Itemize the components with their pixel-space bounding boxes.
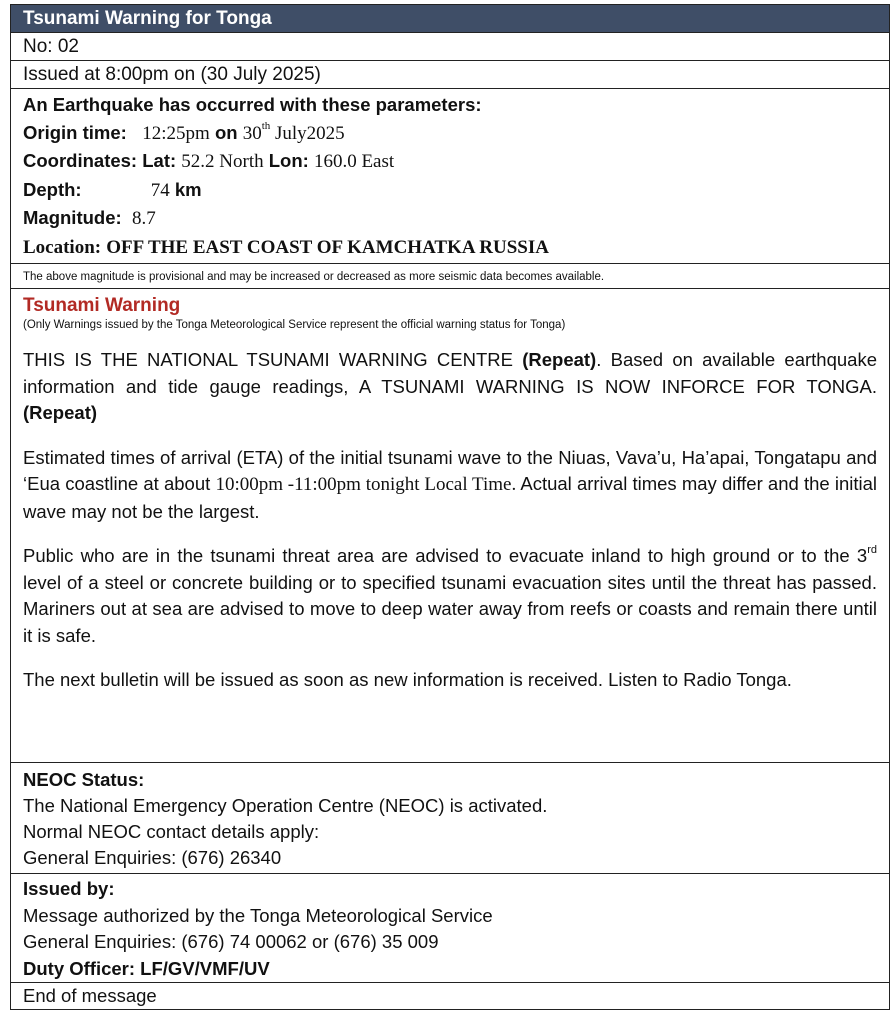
depth-value: 74 <box>150 179 170 201</box>
warning-subnote: (Only Warnings issued by the Tonga Meteorological Service represent the official warning status for Tonga) <box>23 319 566 331</box>
origin-time-value: 12:25pm <box>142 122 210 144</box>
warning-paragraph-evacuate: Public who are in the tsunami threat area are advised to evacuate inland to high ground or to the 3rd level of a steel or concrete building or to specified tsunami evacuation sites until the threat has passed. Mariners out at sea are advised to move to deep water away from reefs or coasts and remain there until it is safe. <box>23 543 877 646</box>
issued-time: Issued at 8:00pm on (30 July 2025) <box>11 61 889 89</box>
neoc-line-activated: The National Emergency Operation Centre (NEOC) is activated. <box>23 795 548 816</box>
provisional-note: The above magnitude is provisional and may be increased or decreased as more seismic data becomes available. <box>11 264 889 289</box>
end-of-message: End of message <box>23 985 157 1006</box>
bulletin-title: Tsunami Warning for Tonga <box>11 5 889 33</box>
earthquake-parameters <box>11 89 889 264</box>
neoc-line-enquiries: General Enquiries: (676) 26340 <box>23 847 282 868</box>
issued-by-enquiries: General Enquiries: (676) 74 00062 or (676) 35 009 <box>23 931 439 952</box>
coordinates-line <box>23 147 877 176</box>
location-label: Location: <box>23 236 102 258</box>
bulletin-number: No: 02 <box>11 33 889 61</box>
magnitude-line <box>23 204 877 233</box>
longitude-value: 160.0 East <box>313 151 395 172</box>
warning-paragraph-next-bulletin: The next bulletin will be issued as soon as new information is received. Listen to Radio Tonga. <box>23 669 792 690</box>
location-value: OFF THE EAST COAST OF KAMCHATKA RUSSIA <box>106 236 549 258</box>
issued-by-heading: Issued by: <box>23 878 115 899</box>
coordinates-label: Coordinates: Lat: <box>23 150 177 171</box>
latitude-value: 52.2 North <box>181 151 264 172</box>
neoc-status-section <box>11 763 889 874</box>
warning-paragraph-eta: Estimated times of arrival (ETA) of the initial tsunami wave to the Niuas, Vava’u, Ha’apai, Tongatapu and ‘Eua coastline at about 10:00pm -11:00pm tonight Local Time. Actual arrival times may differ and the initial wave may not be the largest. <box>23 446 877 522</box>
neoc-line-contact: Normal NEOC contact details apply: <box>23 821 320 842</box>
origin-time-line <box>23 119 877 148</box>
magnitude-value: 8.7 <box>131 208 156 229</box>
parameters-heading: An Earthquake has occurred with these parameters: <box>23 94 482 115</box>
depth-unit: km <box>174 178 202 200</box>
depth-line <box>23 176 877 205</box>
longitude-label: Lon: <box>268 150 309 171</box>
warning-paragraph-1: THIS IS THE NATIONAL TSUNAMI WARNING CENTRE (Repeat). Based on available earthquake information and tide gauge readings, A TSUNAMI WARNING IS NOW INFORCE FOR TONGA. (Repeat) <box>23 349 877 423</box>
origin-on: on <box>214 121 238 143</box>
issued-by-section <box>11 874 889 983</box>
origin-day: 30th July2025 <box>242 120 345 144</box>
location-line <box>23 233 877 262</box>
origin-time-label: Origin time: <box>23 121 127 143</box>
warning-heading: Tsunami Warning <box>23 295 181 316</box>
tsunami-bulletin <box>10 4 890 1010</box>
neoc-heading: NEOC Status: <box>23 769 145 790</box>
eta-time: 10:00pm -11:00pm tonight Local Time. <box>215 474 517 495</box>
issued-by-authorized: Message authorized by the Tonga Meteorological Service <box>23 904 493 926</box>
magnitude-label: Magnitude: <box>23 207 122 228</box>
duty-officer: Duty Officer: LF/GV/VMF/UV <box>23 957 270 979</box>
tsunami-warning-section <box>11 289 889 763</box>
depth-label: Depth: <box>23 178 82 200</box>
